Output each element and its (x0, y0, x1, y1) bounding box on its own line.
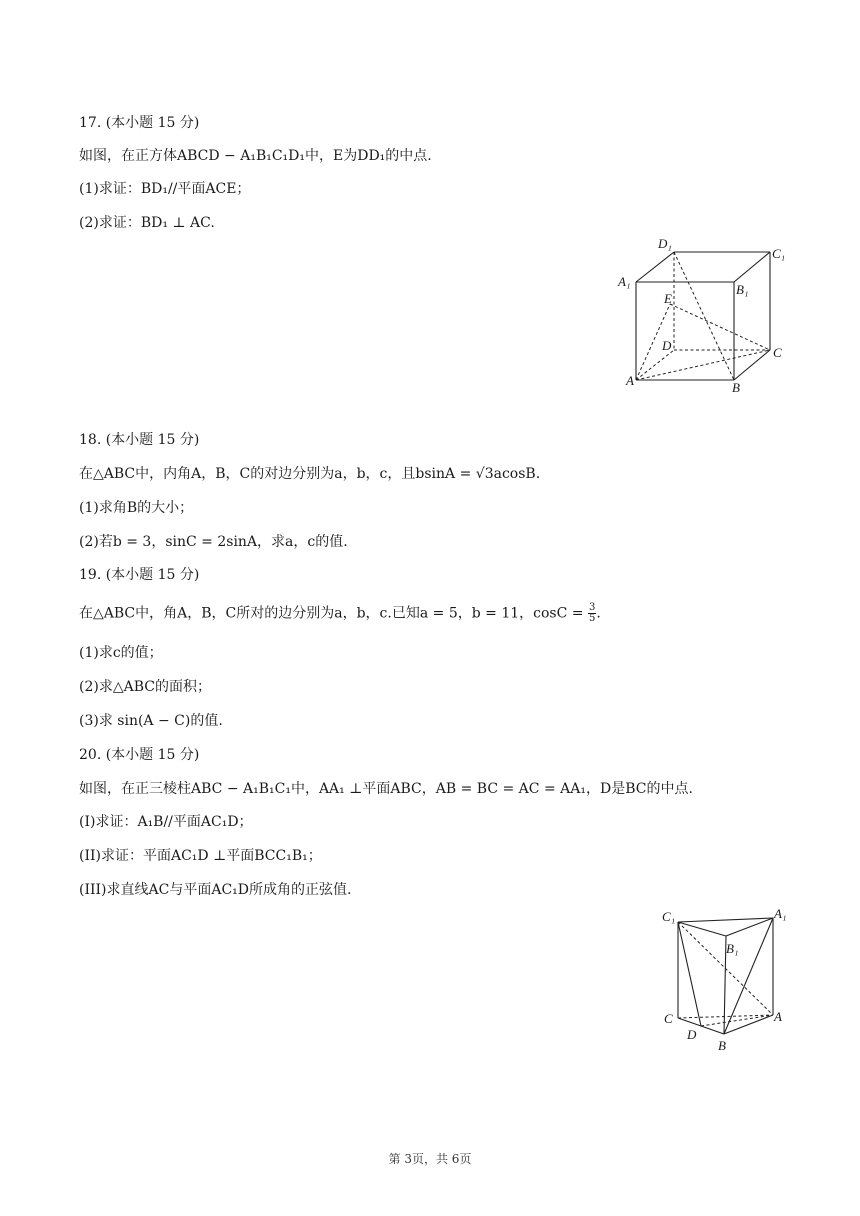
problem-20-part-3: (III)求直线AC与平面AC₁D所成角的正弦值. (79, 882, 352, 898)
label-C1: C₁ (772, 246, 786, 261)
label-B: B (718, 1038, 726, 1053)
problem-20-part-2: (II)求证：平面AC₁D ⊥平面BCC₁B₁； (79, 848, 322, 864)
cube-figure (612, 232, 802, 397)
problem-17-header: 17. (本小题 15 分) (79, 115, 200, 131)
label-A: A (626, 373, 634, 388)
label-C1: C₁ (662, 909, 676, 924)
label-A1: A₁ (774, 906, 787, 921)
problem-20-part-1: (I)求证：A₁B//平面AC₁D； (79, 814, 253, 830)
problem-19-header: 19. (本小题 15 分) (79, 567, 200, 583)
label-B1: B₁ (726, 941, 739, 956)
problem-19-stem-text: 在△ABC中，角A，B，C所对的边分别为a，b，c.已知a = 5，b = 11，cosC = (79, 605, 588, 622)
label-A1: A₁ (618, 274, 631, 289)
label-E: E (664, 291, 672, 306)
label-C: C (664, 1011, 673, 1026)
label-D: D (687, 1027, 697, 1042)
problem-19-part-1: (1)求c的值； (79, 645, 163, 661)
problem-18-header: 18. (本小题 15 分) (79, 432, 200, 448)
problem-18-stem: 在△ABC中，内角A，B，C的对边分别为a，b，c，且bsinA = √3acosB. (79, 466, 541, 482)
problem-20-stem: 如图，在正三棱柱ABC − A₁B₁C₁中，AA₁ ⊥平面ABC，AB = BC = AC = AA₁，D是BC的中点. (79, 781, 693, 797)
problem-18-part-1: (1)求角B的大小； (79, 500, 194, 516)
label-C: C (773, 345, 782, 360)
problem-19-stem: 在△ABC中，角A，B，C所对的边分别为a，b，c.已知a = 5，b = 11，cosC = $\frac{3}{5}$ . (79, 602, 601, 624)
problem-17-stem: 如图，在正方体ABCD − A₁B₁C₁D₁中，E为DD₁的中点. (79, 148, 432, 164)
problem-18-part-2: (2)若b = 3，sinC = 2sinA，求a，c的值. (79, 534, 348, 550)
label-A: A (774, 1009, 782, 1024)
problem-19-part-3: (3)求 sin(A − C)的值. (79, 713, 223, 729)
problem-19-part-2: (2)求△ABC的面积； (79, 679, 211, 695)
label-D1: D₁ (658, 236, 672, 251)
label-B: B (732, 380, 740, 395)
label-B1: B₁ (736, 282, 749, 297)
problem-17-part-2: (2)求证：BD₁ ⊥ AC. (79, 215, 215, 231)
problem-17-part-1: (1)求证：BD₁//平面ACE； (79, 181, 251, 197)
problem-20-header: 20. (本小题 15 分) (79, 747, 200, 763)
page-footer: 第 3页，共 6页 (388, 1152, 472, 1166)
fraction-3-5: $\frac{3}{5}$ (588, 602, 596, 624)
prism-figure (654, 900, 800, 1056)
label-D: D (662, 338, 672, 353)
